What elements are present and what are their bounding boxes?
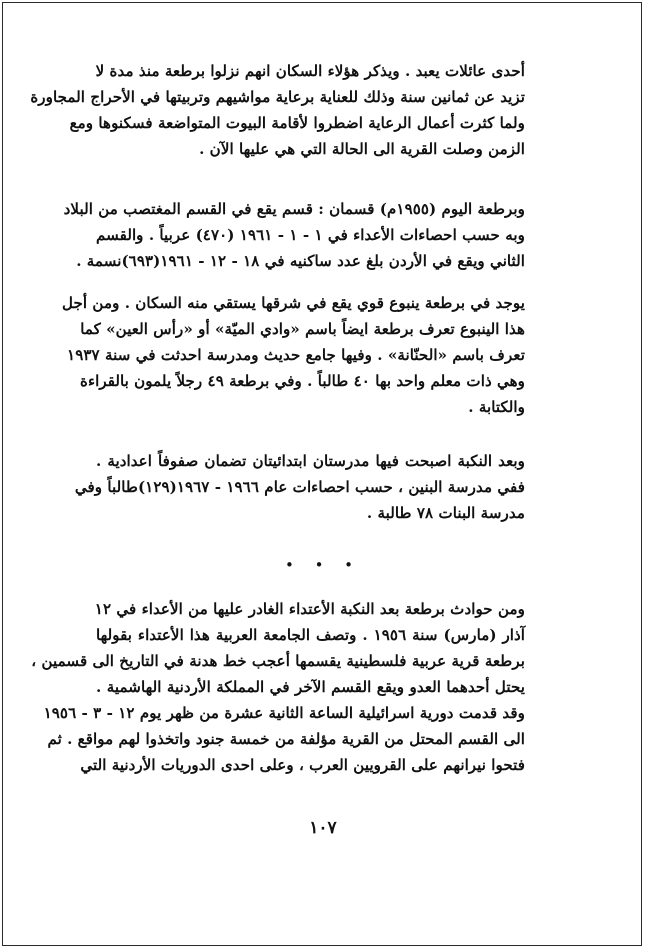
text-line: ومن حوادث برطعة بعد النكبة الأعتداء الغادر عليها من الأعداء في ١٢	[94, 600, 525, 618]
text-line: وبرطعة اليوم (١٩٥٥م) قسمان : قسم يقع في القسم المغتصب من البلاد	[63, 200, 525, 218]
text-line: وهي ذات معلم واحد بها ٤٠ طالباً . وفي برطعة ٤٩ رجلاً يلمون بالقراءة	[80, 372, 525, 390]
text-line: والكتابة .	[468, 398, 525, 416]
text-line: ففي مدرسة البنين ، حسب احصاءات عام ١٩٦٦ - ١٩٦٧(١٢٩)طالباً وفي	[74, 478, 525, 496]
text-line: آذار (مارس) سنة ١٩٥٦ . وتصف الجامعة العربية هذا الأعتداء بقولها	[96, 626, 525, 644]
text-line: الزمن وصلت القرية الى الحالة التي هي عليها الآن .	[199, 140, 525, 158]
paragraph-4	[74, 448, 525, 526]
section-separator: • • •	[284, 556, 362, 574]
text-line: برطعة قرية عربية فلسطينية يقسمها أعجب خط هدنة في التاريخ الى قسمين ،	[31, 652, 525, 670]
text-line: أحدى عائلات يعبد . ويذكر هؤلاء السكان انهم نزلوا برطعة منذ مدة لا	[95, 62, 525, 80]
text-line: الى القسم المحتل من القرية مؤلفة من خمسة جنود واتخذوا لهم مواقع . ثم	[47, 730, 525, 748]
text-line: هذا الينبوع تعرف برطعة ايضاً باسم «وادي الميّة» أو «رأس العين» كما	[80, 320, 525, 338]
text-line: تزيد عن ثمانين سنة وذلك للعناية برعاية مواشيهم وتربيتها في الأحراج المجاورة	[30, 88, 525, 106]
text-line: مدرسة البنات ٧٨ طالبة .	[366, 504, 525, 522]
text-line: وبعد النكبة اصبحت فيها مدرستان ابتدائيتان تضمان صفوفاً اعدادية .	[96, 452, 525, 470]
paragraph-1	[30, 58, 525, 162]
text-line: ولما كثرت أعمال الرعاية اضطروا لأقامة البيوت المتواضعة فسكنوها ومع	[69, 114, 525, 132]
paragraph-5	[31, 596, 525, 778]
text-line: تعرف باسم «الحنّانة» . وفيها جامع حديث ومدرسة احدثت في سنة ١٩٣٧	[67, 346, 525, 364]
text-line: يحتل أحدهما العدو ويقع القسم الآخر في المملكة الأردنية الهاشمية .	[96, 678, 525, 696]
paragraph-2	[63, 196, 525, 274]
text-line: فتحوا نيرانهم على القرويين العرب ، وعلى احدى الدوريات الأردنية التي	[80, 756, 525, 774]
text-line: وقد قدمت دورية اسرائيلية الساعة الثانية عشرة من ظهر يوم ١٢ - ٣ - ١٩٥٦	[43, 704, 525, 722]
text-line: وبه حسب احصاءات الأعداء في ١ - ١ - ١٩٦١ (٤٧٠) عربياً . والقسم	[96, 226, 525, 244]
text-line: يوجد في برطعة ينبوع قوي يقع في شرقها يستقي منه السكان . ومن أجل	[61, 294, 525, 312]
text-line: الثاني ويقع في الأردن بلغ عدد ساكنيه في ١٨ - ١٢ - ١٩٦١(٦٩٣)نسمة .	[76, 252, 525, 270]
page-number: ١٠٧	[309, 818, 337, 838]
paragraph-3	[61, 290, 525, 420]
